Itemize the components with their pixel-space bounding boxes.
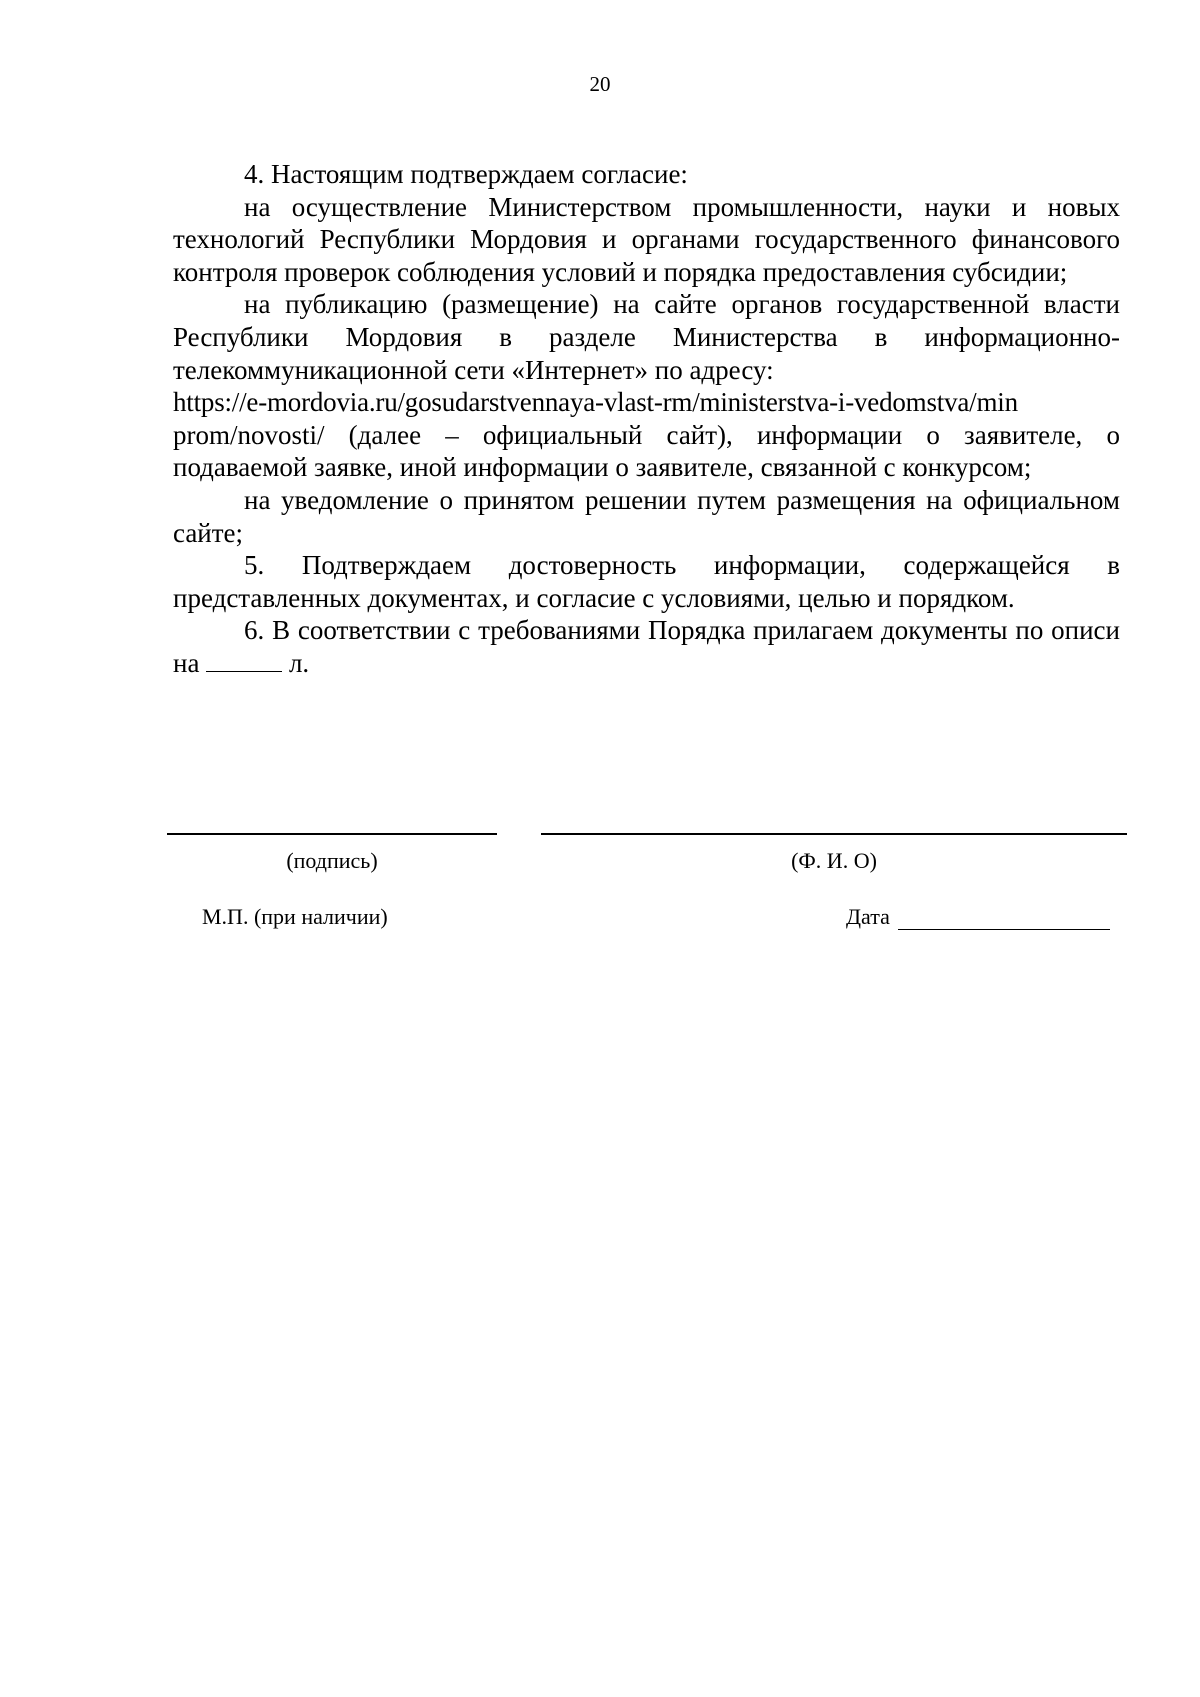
paragraph-inspection-consent: на осуществление Министерством промышленности, науки и новых технологий Республики Мордовия и органами государственного финансового контроля проверок соблюдения условий и порядка предоставления субсидии; (173, 191, 1120, 287)
fio-caption: (Ф. И. О) (791, 848, 877, 873)
signature-caption: (подпись) (286, 848, 378, 873)
page-number: 20 (589, 72, 611, 96)
signature-line (167, 833, 497, 835)
sheet-unit-label: л. (288, 647, 310, 678)
fio-line (541, 833, 1127, 835)
seal-label: М.П. (при наличии) (202, 904, 388, 929)
date-blank-line (898, 905, 1110, 930)
website-url: https://e-mordovia.ru/gosudarstvennaya-vlast-rm/ministerstva-i-vedomstva/min (173, 387, 1018, 418)
date-label: Дата (846, 904, 890, 929)
paragraph-publication-continued: prom/novosti/ (далее – официальный сайт), информации о заявителе, о подаваемой заявке, иной информации о заявителе, связанной с конкурсом; (173, 419, 1120, 483)
paragraph-publication-consent: на публикацию (размещение) на сайте органов государственной власти Республики Мордовия в разделе Министерства в информационно-телекоммуникационной сети «Интернет» по адресу: (173, 289, 1120, 385)
date-field (846, 904, 1110, 930)
sheet-count-blank (206, 649, 282, 672)
paragraph-attached-documents (173, 614, 1120, 679)
paragraph-notification-consent: на уведомление о принятом решении путем размещения на официальном сайте; (173, 484, 1120, 548)
paragraph-consent-heading: 4. Настоящим подтверждаем согласие: (244, 159, 688, 189)
paragraph-accuracy-confirmation: 5. Подтверждаем достоверность информации, содержащейся в представленных документах, и согласие с условиями, целью и порядком. (173, 550, 1120, 613)
attached-documents-text: 6. В соответствии с требованиями Порядка прилагаем документы по описи на (173, 615, 1120, 678)
document-body (173, 158, 1120, 680)
